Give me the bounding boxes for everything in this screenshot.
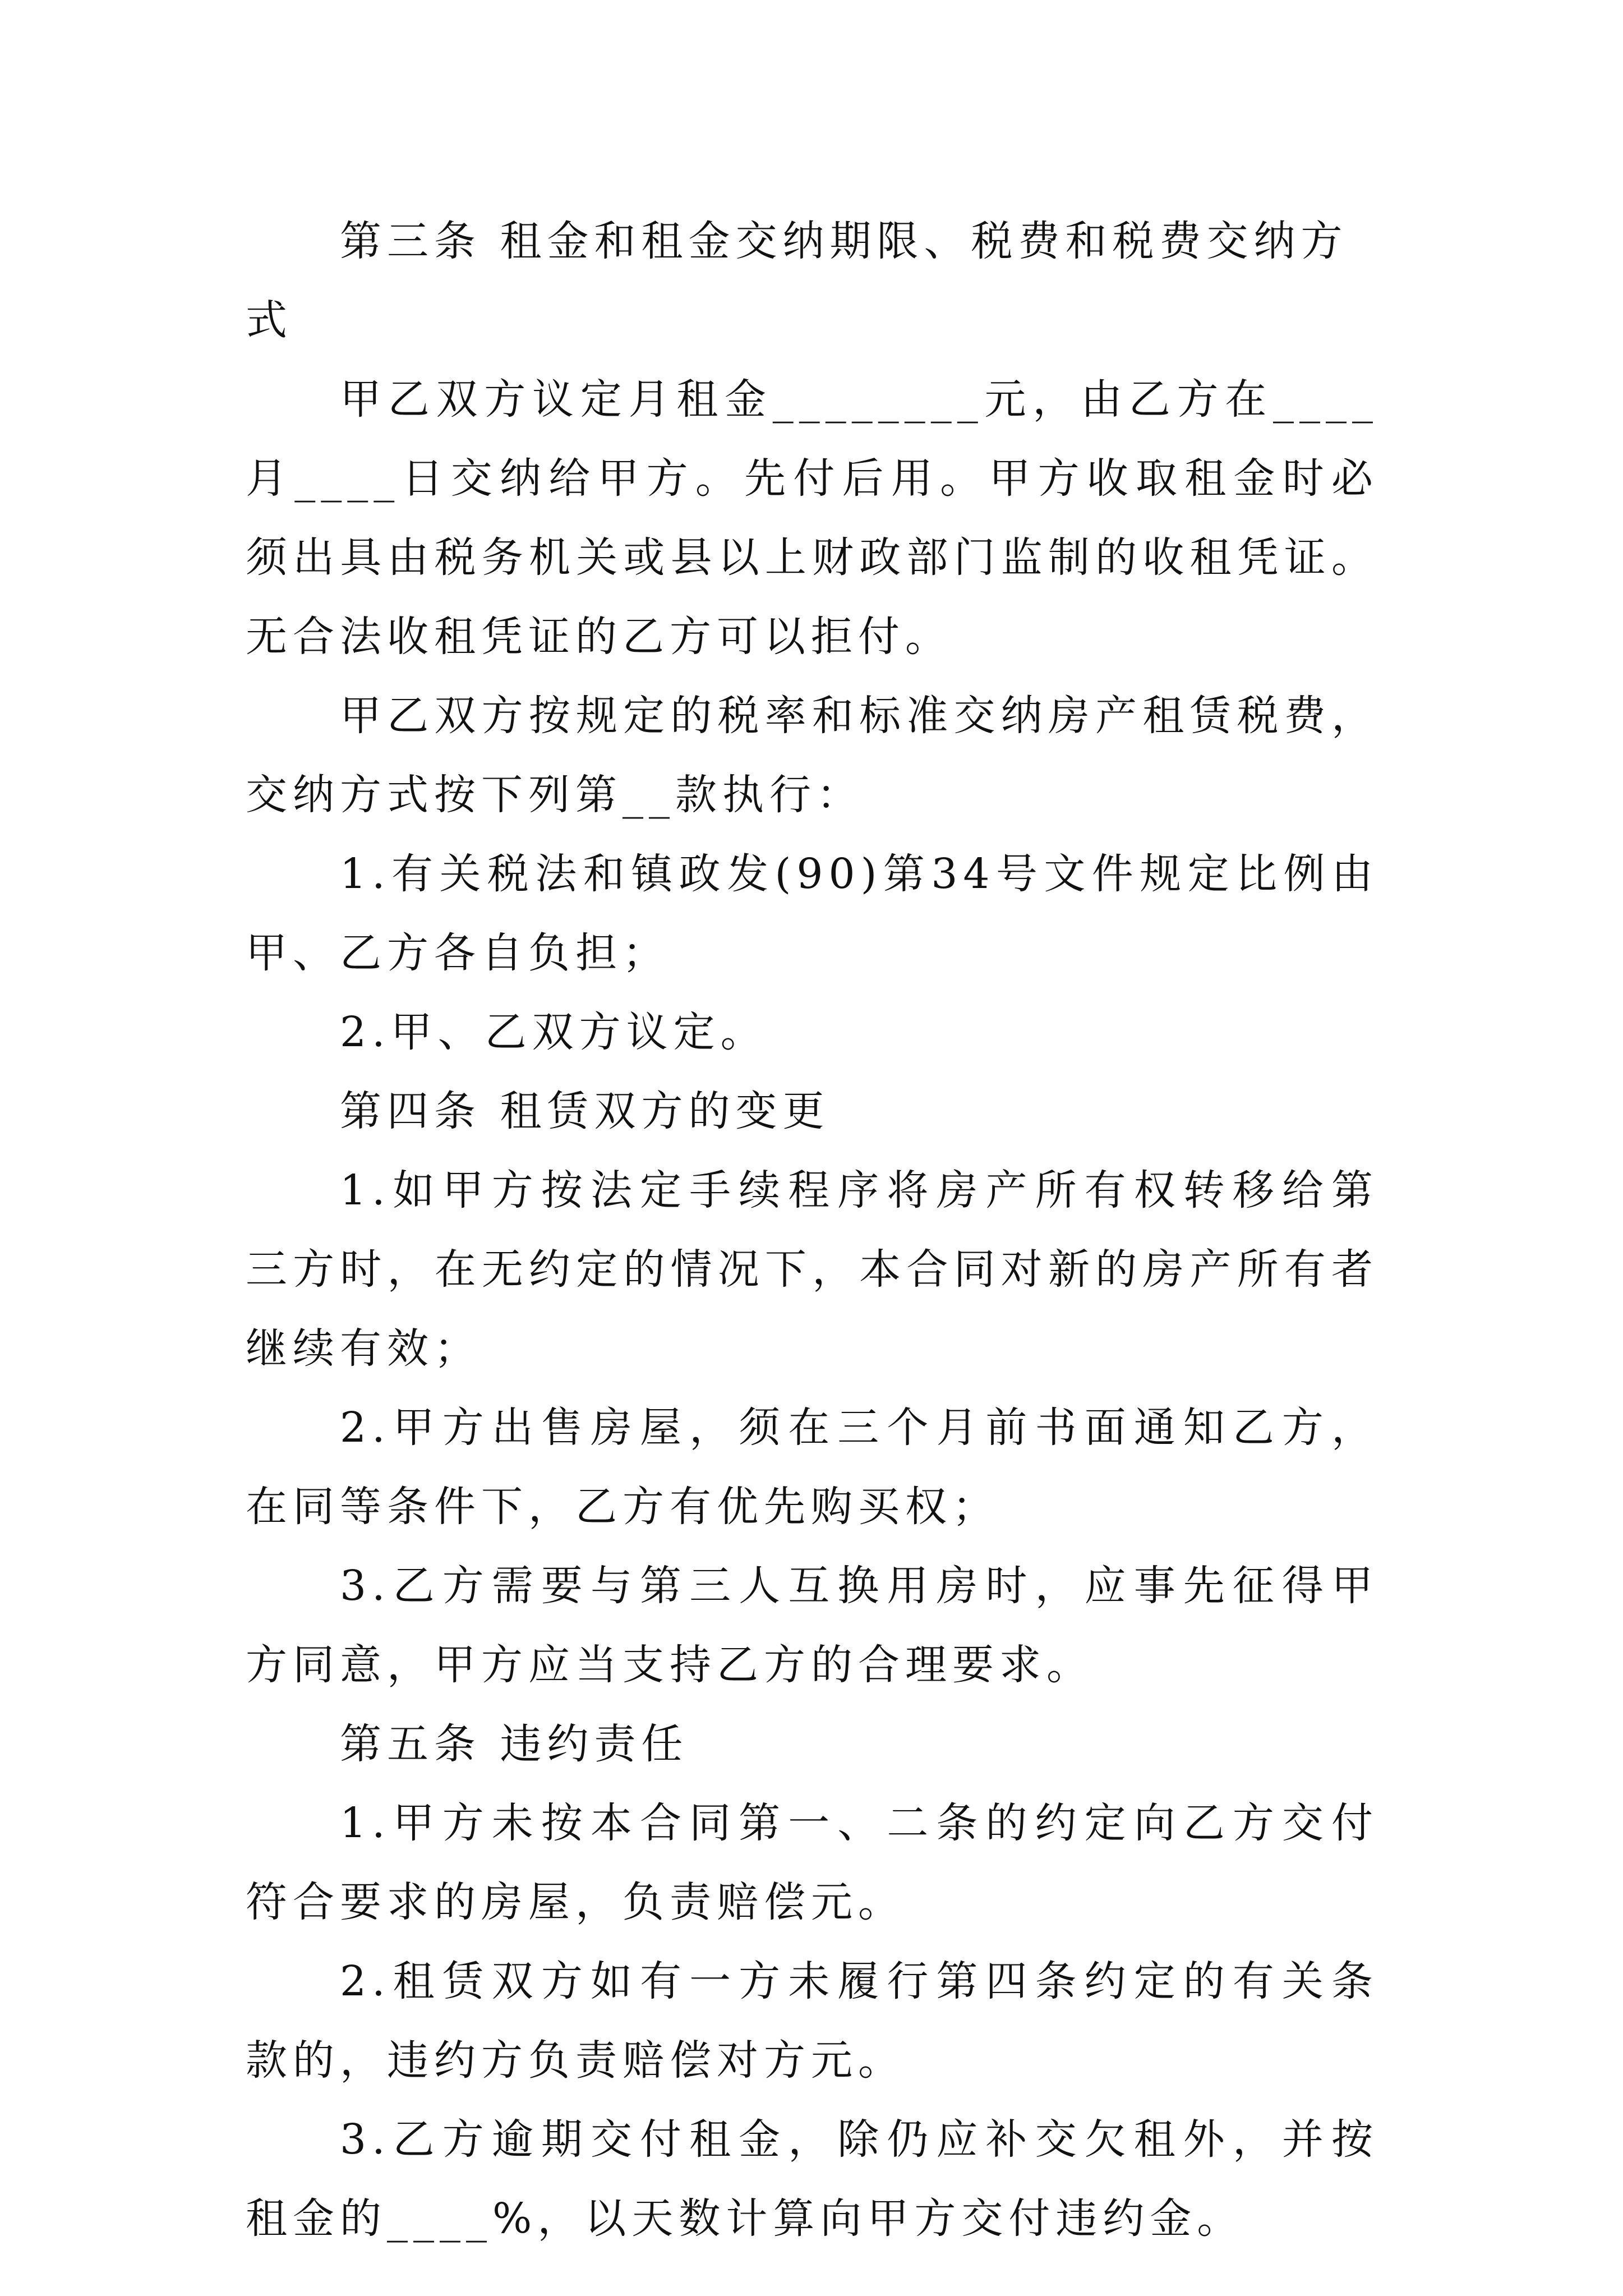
paragraph-liability-3: 3.乙方逾期交付租金，除仍应补交欠租外，并按租金的____%，以天数计算向甲方交付违约金。 bbox=[246, 2115, 1378, 2243]
document-body bbox=[246, 202, 1378, 2258]
paragraph-liability-2: 2.租赁双方如有一方未履行第四条约定的有关条款的，违约方负责赔偿对方元。 bbox=[246, 1957, 1378, 2085]
article-3-heading: 第三条 租金和租金交纳期限、税费和税费交纳方式 bbox=[246, 217, 1348, 344]
paragraph-tax-option-2: 2.甲、乙双方议定。 bbox=[340, 1008, 768, 1056]
paragraph-tax-option-1: 1.有关税法和镇政发(90)第34号文件规定比例由甲、乙方各自负担； bbox=[246, 850, 1378, 977]
paragraph-change-2: 2.甲方出售房屋，须在三个月前书面通知乙方，在同等条件下，乙方有优先购买权； bbox=[246, 1404, 1378, 1531]
article-4-heading: 第四条 租赁双方的变更 bbox=[340, 1087, 830, 1135]
paragraph-change-1: 1.如甲方按法定手续程序将房产所有权转移给第三方时，在无约定的情况下，本合同对新的房产所有者继续有效； bbox=[246, 1166, 1378, 1373]
paragraph-rent-amount: 甲乙双方议定月租金________元，由乙方在____月____日交纳给甲方。先付后用。甲方收取租金时必须出具由税务机关或县以上财政部门监制的收租凭证。无合法收租凭证的乙方可以拒付。 bbox=[246, 375, 1378, 661]
article-5-heading: 第五条 违约责任 bbox=[340, 1720, 689, 1768]
paragraph-liability-1: 1.甲方未按本合同第一、二条的约定向乙方交付符合要求的房屋，负责赔偿元。 bbox=[246, 1799, 1378, 1926]
paragraph-change-3: 3.乙方需要与第三人互换用房时，应事先征得甲方同意，甲方应当支持乙方的合理要求。 bbox=[246, 1562, 1378, 1689]
paragraph-tax-method: 甲乙双方按规定的税率和标准交纳房产租赁税费，交纳方式按下列第__款执行： bbox=[246, 692, 1378, 819]
